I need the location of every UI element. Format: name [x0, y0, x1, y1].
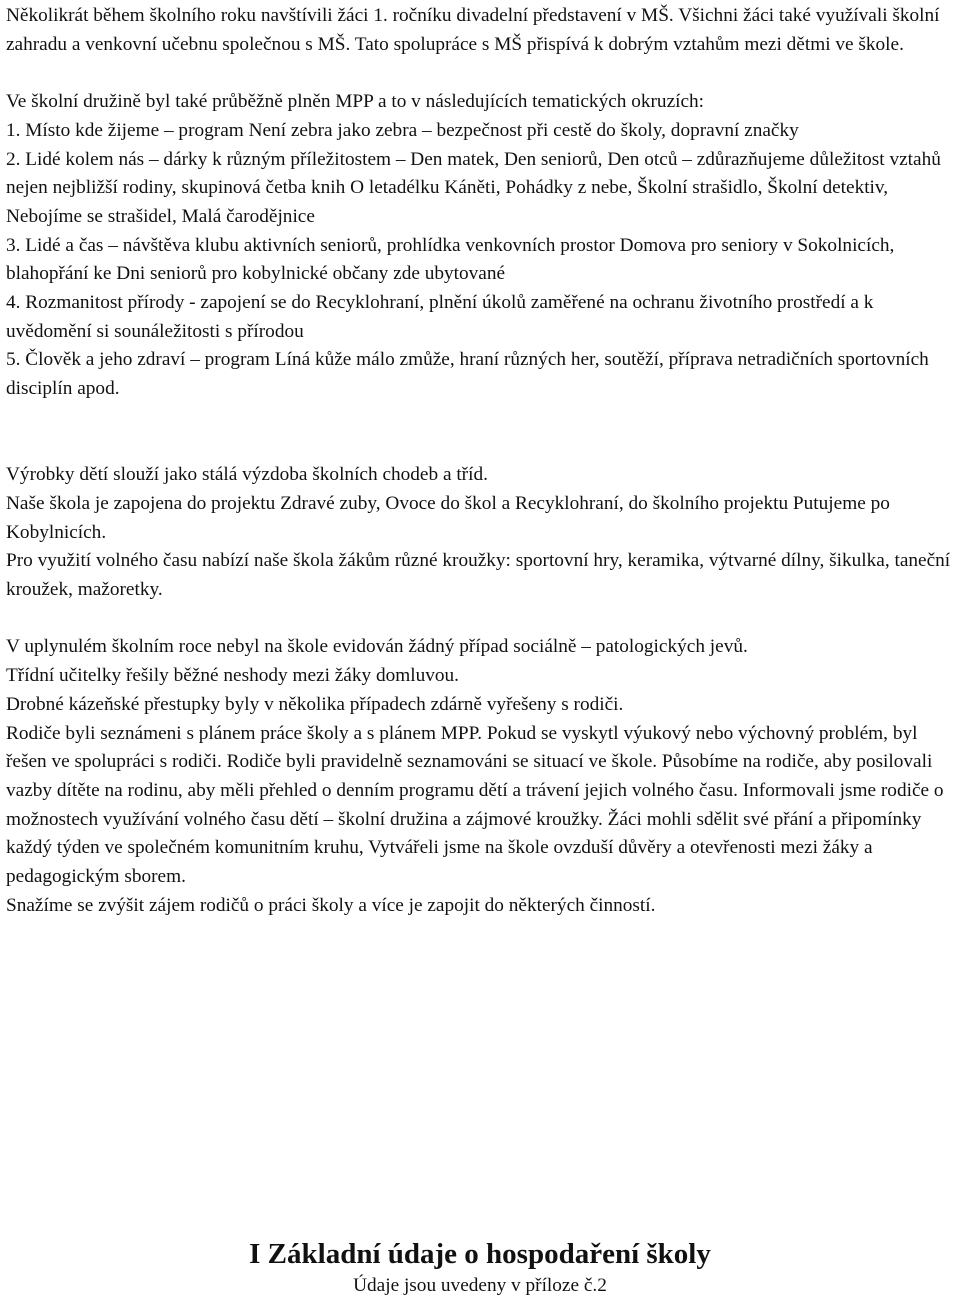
paragraph-clubs: Pro využití volného času nabízí naše škola žákům různé kroužky: sportovní hry, keramika, výtvarné dílny, šikulka, taneční kroužek, mažoretky. — [6, 550, 951, 601]
section-subheading: Údaje jsou uvedeny v příloze č.2 — [353, 1275, 607, 1296]
druzina-item-4: 4. Rozmanitost přírody - zapojení se do Recyklohraní, plnění úkolů zaměřené na ochranu životního prostředí a k uvědomění si sounáležitosti s přírodou — [6, 292, 874, 342]
druzina-item-5: 5. Člověk a jeho zdraví – program Líná kůže málo zmůže, hraní různých her, soutěží, příprava netradičních sportovních disciplín apod. — [6, 349, 929, 400]
paragraph-ms-cooperation: Několikrát během školního roku navštívili žáci 1. ročníku divadelní představení v MŠ. Všichni žáci také využívali školní zahradu a venkovní učebnu společnou s MŠ. Tato spolupráce s MŠ přispívá k dobrým vztahům mezi dětmi ve škole. — [6, 5, 940, 55]
paragraph-children-products: Výrobky dětí slouží jako stálá výzdoba školních chodeb a tříd. — [6, 464, 488, 486]
section-heading: I Základní údaje o hospodaření školy — [249, 1238, 711, 1270]
druzina-item-2: 2. Lidé kolem nás – dárky k různým příležitostem – Den matek, Den seniorů, Den otců – zdůrazňujeme důležitost vztahů nejen nejbližší rodiny, skupinová četba knih O letadélku Káněti, Pohádky z nebe, Školní strašidlo, Školní detektiv, Nebojíme se strašidel, Malá čarodějnice — [6, 148, 941, 227]
document-body — [6, 2, 956, 920]
paragraph-teachers: Třídní učitelky řešily běžné neshody mezi žáky domluvou. — [6, 665, 459, 687]
spacer — [6, 605, 956, 634]
spacer — [6, 59, 956, 88]
paragraph-parents: Rodiče byli seznámeni s plánem práce školy a s plánem MPP. Pokud se vyskytl výukový nebo výchovný problém, byl řešen ve spolupráci s rodiči. Rodiče byli pravidelně seznamováni se situací ve škole. Působíme na rodiče, aby posilovali vazby dítěte na rodinu, aby měli přehled o denním programu dětí a trávení jejich volného času. Informovali jsme rodiče o možnostech využívání volného času dětí – školní družina a zájmové kroužky. Žáci mohli sdělit své přání a připomínky každý týden ve společném komunitním kruhu, Vytvářeli jsme na škole ovzduší důvěry a otevřenosti mezi žáky a pedagogickým sborem. — [6, 722, 944, 888]
druzina-item-3: 3. Lidé a čas – návštěva klubu aktivních seniorů, prohlídka venkovních prostor Domova pro seniory v Sokolnicích, blahopřání ke Dni seniorů pro kobylnické občany zde ubytované — [6, 234, 895, 285]
paragraph-projects: Naše škola je zapojena do projektu Zdravé zuby, Ovoce do škol a Recyklohraní, do školního projektu Putujeme po Kobylnicích. — [6, 492, 890, 543]
paragraph-discipline: Drobné kázeňské přestupky byly v několika případech zdárně vyřešeny s rodiči. — [6, 693, 624, 715]
druzina-intro: Ve školní družině byl také průběžně plněn MPP a to v následujících tematických okruzích: — [6, 91, 705, 113]
spacer — [6, 404, 956, 461]
paragraph-no-incidents: V uplynulém školním roce nebyl na škole evidován žádný případ sociálně – patologických jevů. — [6, 636, 748, 658]
druzina-item-1: 1. Místo kde žijeme – program Není zebra jako zebra – bezpečnost při cestě do školy, dopravní značky — [6, 119, 799, 141]
paragraph-parent-interest: Snažíme se zvýšit zájem rodičů o práci školy a více je zapojit do některých činností. — [6, 894, 656, 916]
